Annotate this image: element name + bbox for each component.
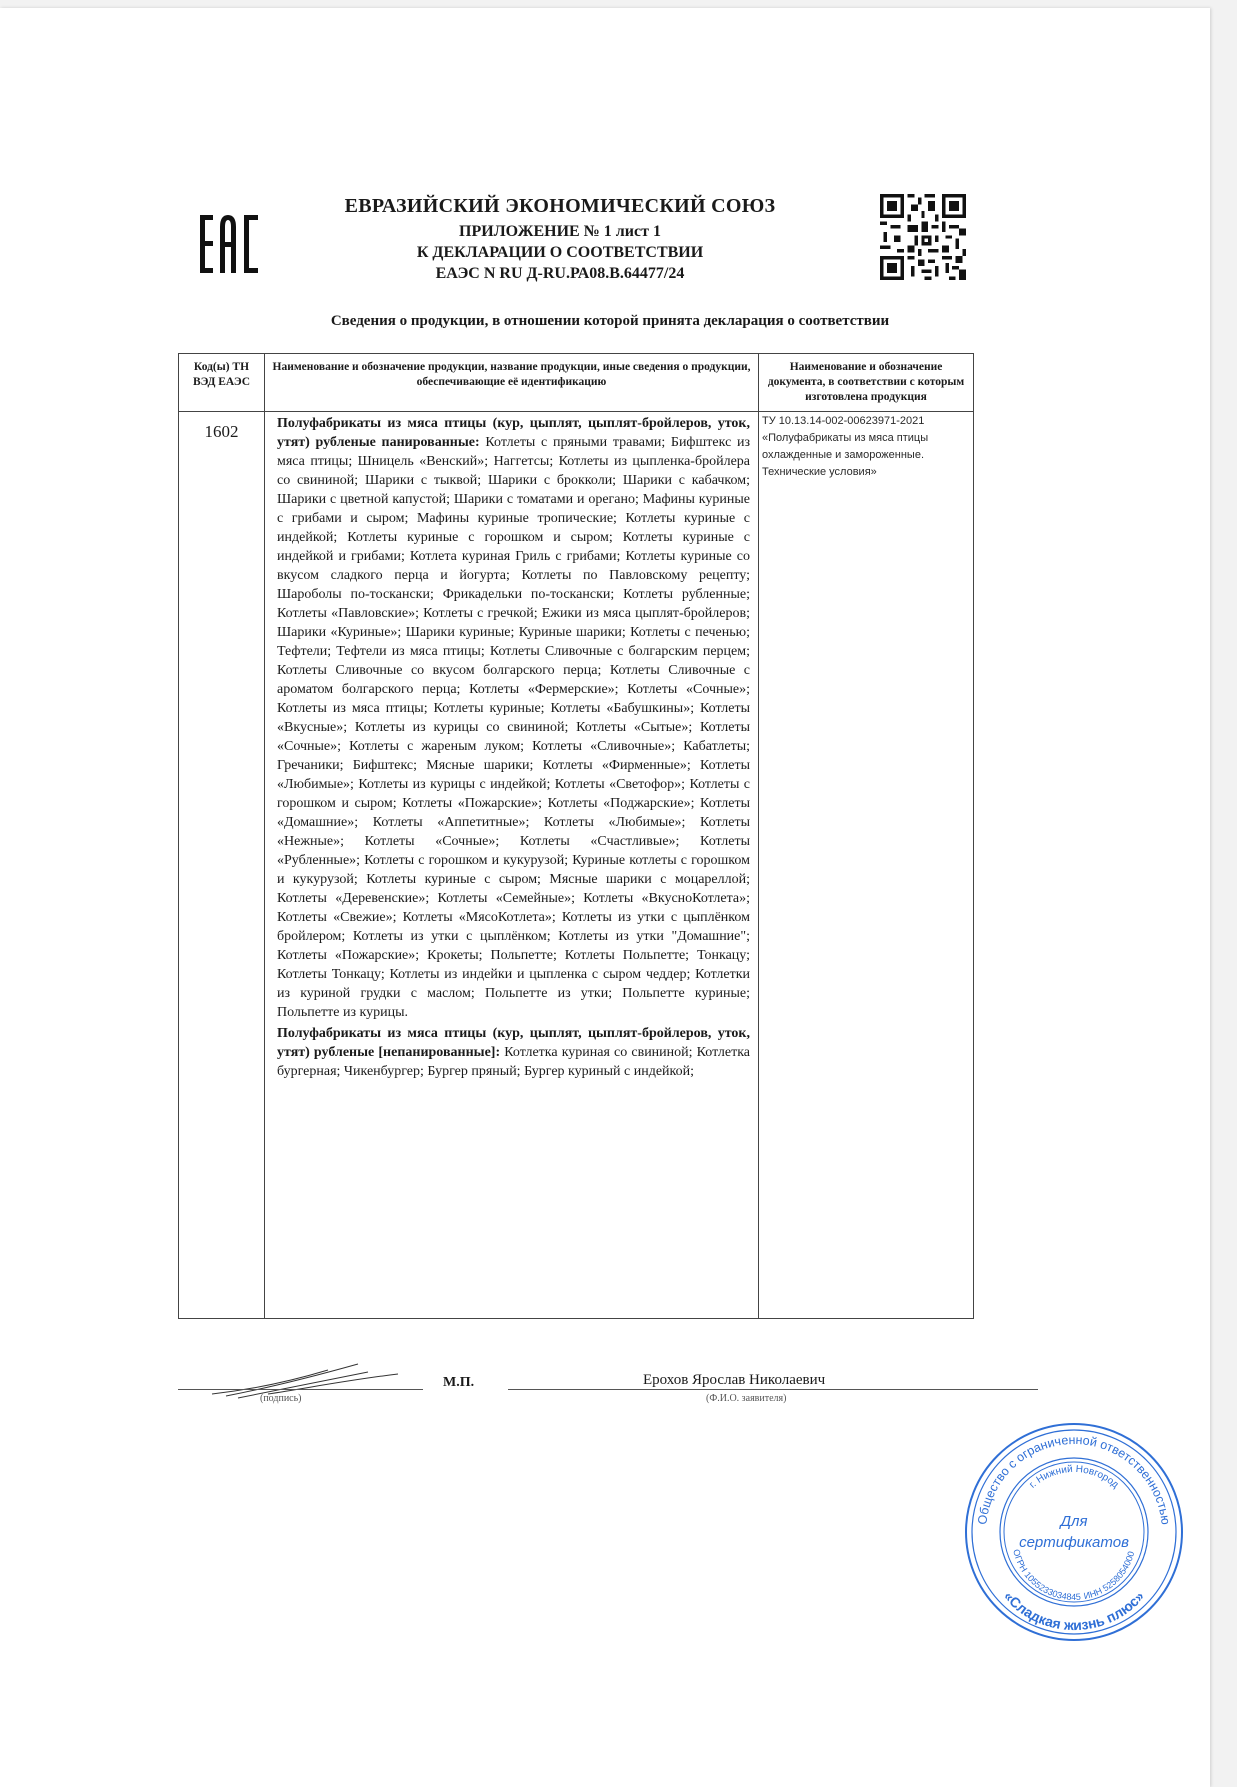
product-group-1-items: Котлеты с пряными травами; Бифштекс из мяса птицы; Шницель «Венский»; Наггетсы; Котлеты из цыпленка-бройлера со свининой; Шарики с тыквой; Шарики с брокколи; Шарики с кабачком; Шарики с цветной капустой; Шарики с томатами и орегано; Мафины куриные с грибами и сыром; Мафины куриные тропические; Котлеты куриные с индейкой; Котлеты куриные с горошком и сыром; Котлеты куриные с индейкой и грибами; Котлета куриная Гриль с грибами; Котлеты куриные со вкусом сладкого перца и йогурта; Котлеты по Павловскому рецепту; Шароболы по-тоскански; Фрикадельки по-тоскански; Котлеты рубленные; Котлеты «Павловские»; Котлеты с гречкой; Ежики из мяса цыплят-бройлеров; Шарики «Куриные»; Шарики куриные; Куриные шарики; Котлеты с печенью; Тефтели; Тефтели из мяса птицы; Котлеты Сливочные с болгарским перцем; Котлеты Сливочные со вкусом болгарского перца; Котлеты Сливочные с ароматом болгарского перца; Котлеты «Фермерские»; Котлеты «Сочные»; Котлеты из мяса птицы; Котлеты куриные; Котлеты «Бабушкины»; Котлеты «Вкусные»; Котлеты из курицы со свининой; Котлеты «Сытые»; Котлеты «Сочные»; Котлеты с жареным луком; Котлеты «Сливочные»; Кабатлеты; Гречаники; Бифштекс; Мясные шарики; Котлеты «Фирменные»; Котлеты «Любимые»; Котлеты из курицы с индейкой; Котлеты «Светофор»; Котлеты с горошком и сыром; Котлеты «Пожарские»; Котлеты «Поджарские»; Котлеты «Домашние»; Котлеты «Аппетитные»; Котлеты «Любимые»; Котлеты «Нежные»; Котлеты «Сочные»; Котлеты «Счастливые»; Котлеты «Рубленные»; Котлеты с горошком и кукурузой; Куриные котлеты с горошком и кукурузой; Котлеты куриные с сыром; Мясные шарики с моцареллой; Котлеты «Деревенские»; Котлеты «Семейные»; Котлеты «ВкусноКотлета»; Котлеты «Свежие»; Котлеты «МясоКотлета»; Котлеты из утки с цыплёнком бройлером; Котлеты из утки с цыплёнком; Котлеты из утки "Домашние"; Котлеты «Пожарские»; Крокеты; Польпетте; Котлеты Польпетте; Тонкацу; Котлеты Тонкацу; Котлеты из индейки и цыпленка с сыром чеддер; Котлетки из куриной грудки с маслом; Польпетте из утки; Польпетте куриные; Польпетте из курицы. [277, 435, 751, 1020]
hs-code-cell: 1602 [179, 412, 265, 1319]
svg-text:Для: Для [1060, 1513, 1088, 1530]
signature-line [178, 1389, 423, 1390]
svg-text:Общество с ограниченной ответс: Общество с ограниченной ответственностью [975, 1432, 1173, 1526]
product-group-2-title: Полуфабрикаты из мяса птицы (кур, цыплят, цыплят-бройлеров, уток, утят) рубленые [непанированные]: [277, 1026, 750, 1060]
signature-block [178, 1372, 1038, 1422]
column-header-document: Наименование и обозначение документа, в соответствии с которым изготовлена продукция [759, 354, 974, 412]
applicant-name: Ерохов Ярослав Николаевич [643, 1372, 826, 1388]
standard-document-cell: ТУ 10.13.14-002-00623971-2021 «Полуфабрикаты из мяса птицы охлажденные и замороженные. Технические условия» [759, 412, 974, 1319]
product-group-1-title: Полуфабрикаты из мяса птицы (кур, цыплят, цыплят-бройлеров, уток, утят) рубленые панированные: [277, 416, 750, 450]
product-group-2-items: Котлетка куриная со свининой; Котлетка бургерная; Чикенбургер; Бургер пряный; Бургер куриный с индейкой; [277, 1045, 750, 1079]
handwritten-signature [208, 1360, 408, 1402]
signature-caption: (подпись) [260, 1393, 302, 1404]
svg-text:«Сладкая жизнь плюс»: «Сладкая жизнь плюс» [1000, 1587, 1148, 1634]
product-table [178, 353, 974, 1319]
product-group-2 [277, 1024, 750, 1081]
declaration-title: К ДЕКЛАРАЦИИ О СООТВЕТСТВИИ [416, 244, 704, 261]
union-name: ЕВРАЗИЙСКИЙ ЭКОНОМИЧЕСКИЙ СОЮЗ [344, 195, 776, 217]
svg-text:г. Нижний Новгород: г. Нижний Новгород [1027, 1463, 1121, 1491]
appendix-title: ПРИЛОЖЕНИЕ № 1 лист 1 [459, 223, 661, 240]
document-page [0, 8, 1210, 1787]
company-seal-stamp [962, 1420, 1187, 1645]
qr-code [880, 194, 966, 280]
svg-text:ОГРН 1055233034845: ОГРН 1055233034845 [1011, 1548, 1082, 1603]
document-header [300, 195, 820, 284]
svg-text:сертификатов: сертификатов [1019, 1534, 1129, 1551]
product-info-subtitle: Сведения о продукции, в отношении которой принята декларация о соответствии [330, 313, 890, 329]
declaration-number: ЕАЭС N RU Д-RU.РА08.В.64477/24 [435, 265, 685, 282]
applicant-name-line [508, 1389, 1038, 1390]
column-header-product: Наименование и обозначение продукции, название продукции, иные сведения о продукции, обеспечивающие её идентификацию [265, 354, 759, 412]
product-group-1 [277, 414, 750, 1022]
eac-logo [198, 213, 260, 275]
product-description-cell [265, 412, 759, 1319]
seal-place-label: М.П. [443, 1375, 475, 1390]
table-header-row [179, 354, 974, 412]
svg-text:ИНН 5258054000: ИНН 5258054000 [1082, 1550, 1137, 1602]
applicant-caption: (Ф.И.О. заявителя) [706, 1393, 787, 1404]
table-row [179, 412, 974, 1319]
column-header-code: Код(ы) ТН ВЭД ЕАЭС [179, 354, 265, 412]
